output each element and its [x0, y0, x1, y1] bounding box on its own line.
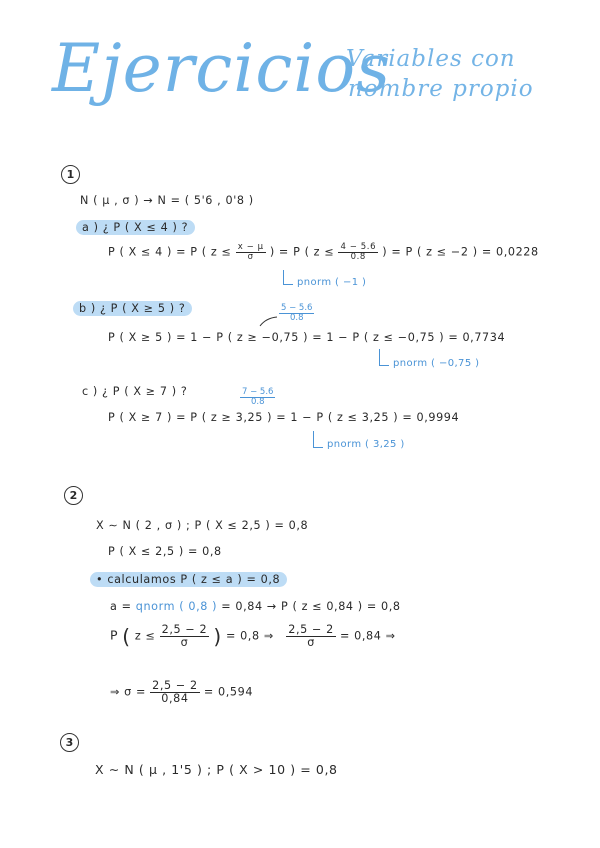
subtitle-line-2: nombre propio: [348, 76, 534, 102]
ex1-b-note: pnorm ( −0,75 ): [393, 358, 480, 369]
ex2-eq3-frac-num: 2,5 − 2: [152, 679, 198, 692]
ex2-eq2-fraction-1: [160, 624, 210, 649]
exercise-1-number: 1: [61, 165, 80, 184]
ex1-a-fraction-1: [236, 243, 266, 262]
ex2-eq2-frac2-num: 2,5 − 2: [288, 623, 334, 636]
ex2-equation-2: [110, 624, 396, 649]
ex1-b-frac-den: 0.8: [289, 312, 304, 323]
ex1-a-eq-part2: ) = P ( z ≤: [269, 245, 335, 259]
subtitle-line-1: Variables con: [346, 46, 516, 72]
ex2-qnorm-line: [110, 600, 401, 613]
ex1-a-arrow-icon: [283, 270, 293, 285]
ex2-qnorm-post: = 0,84 → P ( z ≤ 0,84 ) = 0,8: [221, 600, 401, 613]
ex2-eq3-post: = 0,594: [203, 685, 254, 699]
ex2-qnorm: qnorm ( 0,8 ): [135, 600, 218, 613]
ex2-eq2-post: = 0,84 ⇒: [340, 629, 396, 643]
ex1-c-label: c ) ¿ P ( X ≥ 7 ) ?: [82, 385, 188, 398]
ex2-eq3-fraction: [150, 680, 200, 705]
ex1-a-note: pnorm ( −1 ): [297, 277, 367, 288]
ex2-qnorm-pre: a =: [110, 600, 132, 613]
ex1-a-eq-part1: P ( X ≤ 4 ) = P ( z ≤: [108, 245, 232, 259]
ex2-line-2: P ( X ≤ 2,5 ) = 0,8: [108, 545, 222, 558]
ex2-eq3-pre: ⇒ σ =: [110, 685, 146, 699]
ex1-c-frac-num: 7 − 5.6: [242, 387, 274, 397]
ex2-eq2-p: P: [110, 627, 119, 643]
ex2-highlight: • calculamos P ( z ≤ a ) = 0,8: [90, 572, 287, 587]
exercise-3-number: 3: [60, 733, 79, 752]
ex1-c-note: pnorm ( 3,25 ): [327, 439, 405, 450]
ex1-a-label: a ) ¿ P ( X ≤ 4 ) ?: [76, 220, 195, 235]
ex1-b-arrow-icon: [379, 349, 389, 366]
ex2-eq2-frac1-den: σ: [180, 635, 189, 649]
ex1-a-frac2-den: 0.8: [350, 251, 366, 262]
ex1-c-arrow-icon: [313, 431, 323, 448]
ex1-b-label: b ) ¿ P ( X ≥ 5 ) ?: [73, 301, 192, 316]
ex2-eq2-fraction-2: [286, 624, 336, 649]
ex1-a-eq-part3: ) = P ( z ≤ −2 ) = 0,0228: [382, 245, 539, 259]
ex2-line-1: X ∼ N ( 2 , σ ) ; P ( X ≤ 2,5 ) = 0,8: [96, 519, 309, 532]
ex2-eq3-frac-den: 0,84: [161, 691, 189, 705]
ex1-c-equation: P ( X ≥ 7 ) = P ( z ≥ 3,25 ) = 1 − P ( z ≤ 3,25 ) = 0,9994: [108, 411, 460, 424]
ex2-equation-3: [110, 680, 253, 705]
ex1-definition: N ( μ , σ ) → N = ( 5'6 , 0'8 ): [80, 194, 254, 207]
ex2-eq2-close-paren: ): [213, 624, 222, 649]
exercise-2-number: 2: [64, 486, 83, 505]
ex1-c-fraction: [240, 388, 275, 407]
ex1-a-frac1-den: σ: [247, 251, 254, 262]
page-title: Ejercicios: [52, 30, 392, 107]
ex1-a-fraction-2: [338, 243, 378, 262]
ex1-b-frac-num: 5 − 5.6: [281, 303, 313, 313]
ex1-c-frac-den: 0.8: [250, 396, 265, 407]
ex1-b-curve-arrow-icon: [258, 314, 280, 328]
ex1-a-frac2-num: 4 − 5.6: [340, 242, 377, 252]
ex1-a-frac1-num: x − μ: [237, 242, 264, 252]
ex3-line-1: X ∼ N ( μ , 1'5 ) ; P ( X > 10 ) = 0,8: [95, 762, 338, 777]
ex2-eq2-frac2-den: σ: [307, 635, 315, 649]
ex1-b-fraction: [279, 304, 314, 323]
ex1-b-equation: P ( X ≥ 5 ) = 1 − P ( z ≥ −0,75 ) = 1 − P ( z ≤ −0,75 ) = 0,7734: [108, 331, 506, 344]
ex2-eq2-frac1-num: 2,5 − 2: [161, 623, 208, 636]
ex2-eq2-open-paren: (: [122, 624, 131, 649]
ex1-a-equation: [108, 243, 539, 262]
ex2-eq2-z: z ≤: [134, 629, 156, 643]
ex2-eq2-mid: = 0,8 ⇒: [225, 629, 274, 643]
